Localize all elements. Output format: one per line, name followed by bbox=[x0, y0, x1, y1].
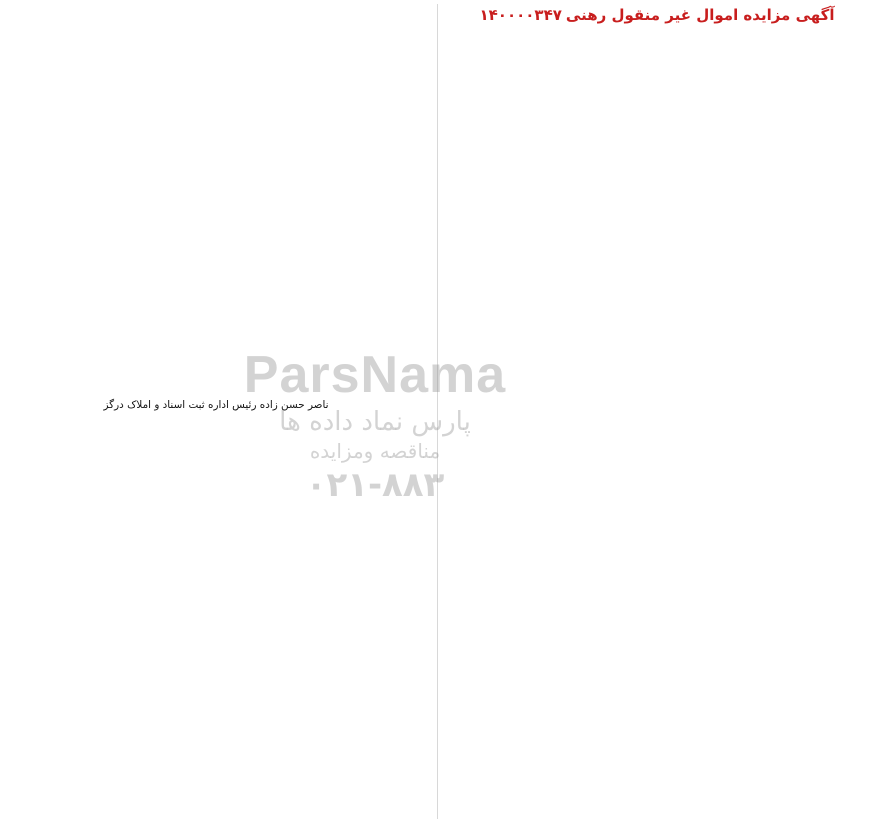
watermark-brand: ParsNama bbox=[243, 346, 507, 404]
notice-title-text: آگهی مزایده اموال غیر منقول رهنی bbox=[565, 6, 835, 24]
watermark-tagline: پارس نماد داده ها bbox=[279, 407, 471, 437]
notice-body-column-left bbox=[4, 4, 428, 204]
notice-body-column-right bbox=[435, 30, 867, 818]
notice-number: ۱۴۰۰۰۰۳۴۷ bbox=[479, 6, 562, 24]
notice-title bbox=[447, 5, 867, 25]
column-divider bbox=[437, 4, 438, 819]
watermark-subtitle: مناقصه ومزایده bbox=[309, 439, 441, 463]
notice-signature: ناصر حسن زاده رئیس اداره ثبت اسناد و املاک درگز bbox=[103, 399, 329, 411]
watermark-phone: ۰۲۱-۸۸۳ bbox=[305, 465, 445, 505]
